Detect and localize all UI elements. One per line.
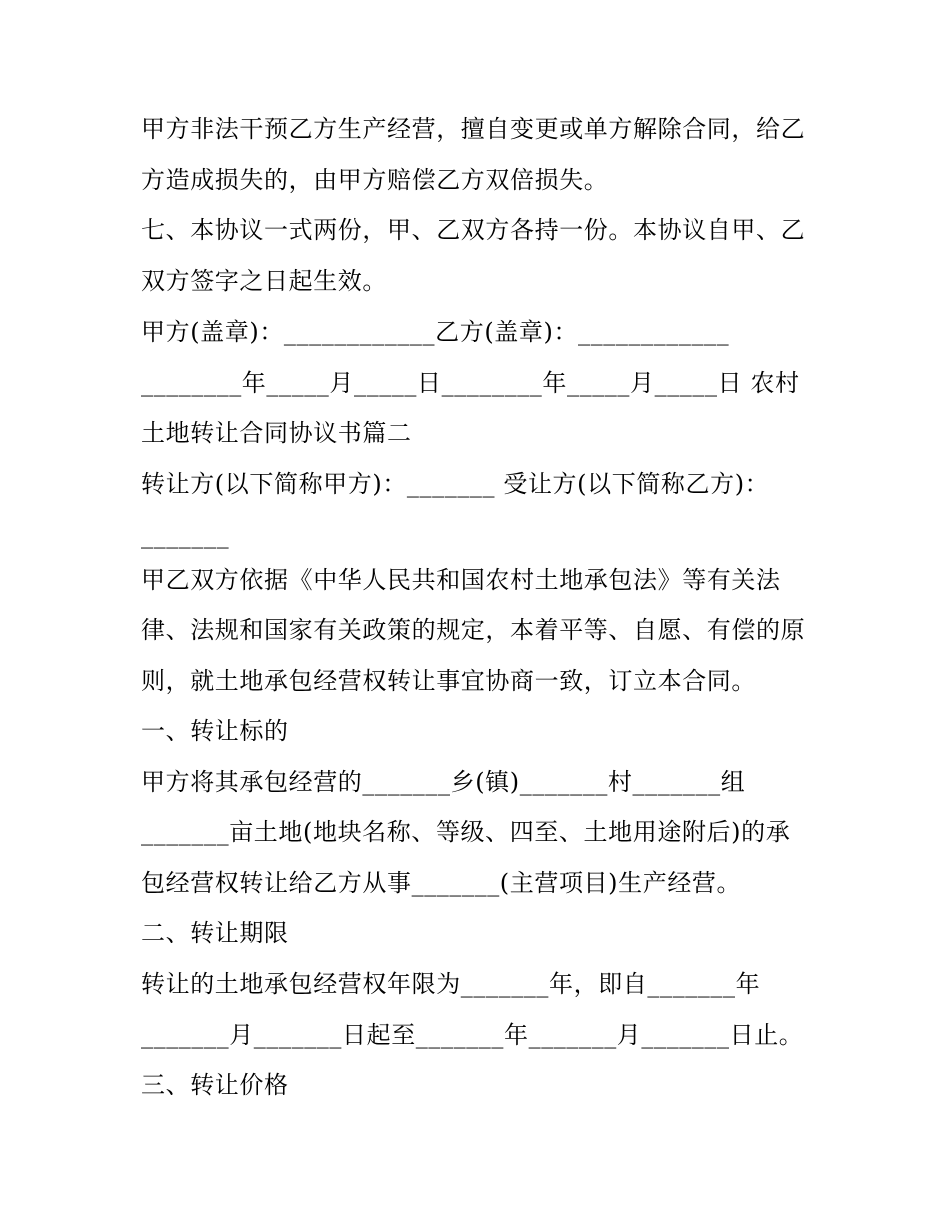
text-line: _______月_______日起至_______年_______月_______日止。 — [141, 1021, 804, 1049]
text-line: 七、本协议一式两份，甲、乙双方各持一份。本协议自甲、乙 — [141, 216, 806, 244]
text-line: _______ — [141, 521, 230, 549]
text-line: 甲方非法干预乙方生产经营，擅自变更或单方解除合同，给乙 — [141, 115, 806, 143]
text-line: 转让的土地承包经营权年限为_______年，即自_______年 — [141, 970, 761, 998]
text-line: 律、法规和国家有关政策的规定，本着平等、自愿、有偿的原 — [141, 616, 806, 644]
text-line: _______亩土地(地块名称、等级、四至、土地用途附后)的承 — [141, 818, 791, 846]
text-line: 方造成损失的，由甲方赔偿乙方双倍损失。 — [141, 166, 609, 194]
date-line: ________年_____月_____日________年_____月_____日 农村 — [141, 369, 800, 397]
text-line: 转让方(以下简称甲方)：_______ 受让方(以下简称乙方)： — [141, 470, 770, 498]
text-line: 甲乙双方依据《中华人民共和国农村土地承包法》等有关法 — [141, 566, 781, 594]
section-heading: 一、转让标的 — [141, 717, 289, 745]
text-line: 包经营权转让给乙方从事_______(主营项目)生产经营。 — [141, 869, 742, 897]
text-line: 双方签字之日起生效。 — [141, 267, 387, 295]
text-line: 则，就土地承包经营权转让事宜协商一致，订立本合同。 — [141, 667, 756, 695]
section-heading: 三、转让价格 — [141, 1071, 289, 1099]
signature-line: 甲方(盖章)：____________乙方(盖章)：____________ — [141, 318, 730, 346]
section-heading: 二、转让期限 — [141, 919, 289, 947]
text-line: 甲方将其承包经营的_______乡(镇)_______村_______组 — [141, 768, 746, 796]
section-title: 土地转让合同协议书篇二 — [141, 419, 412, 447]
